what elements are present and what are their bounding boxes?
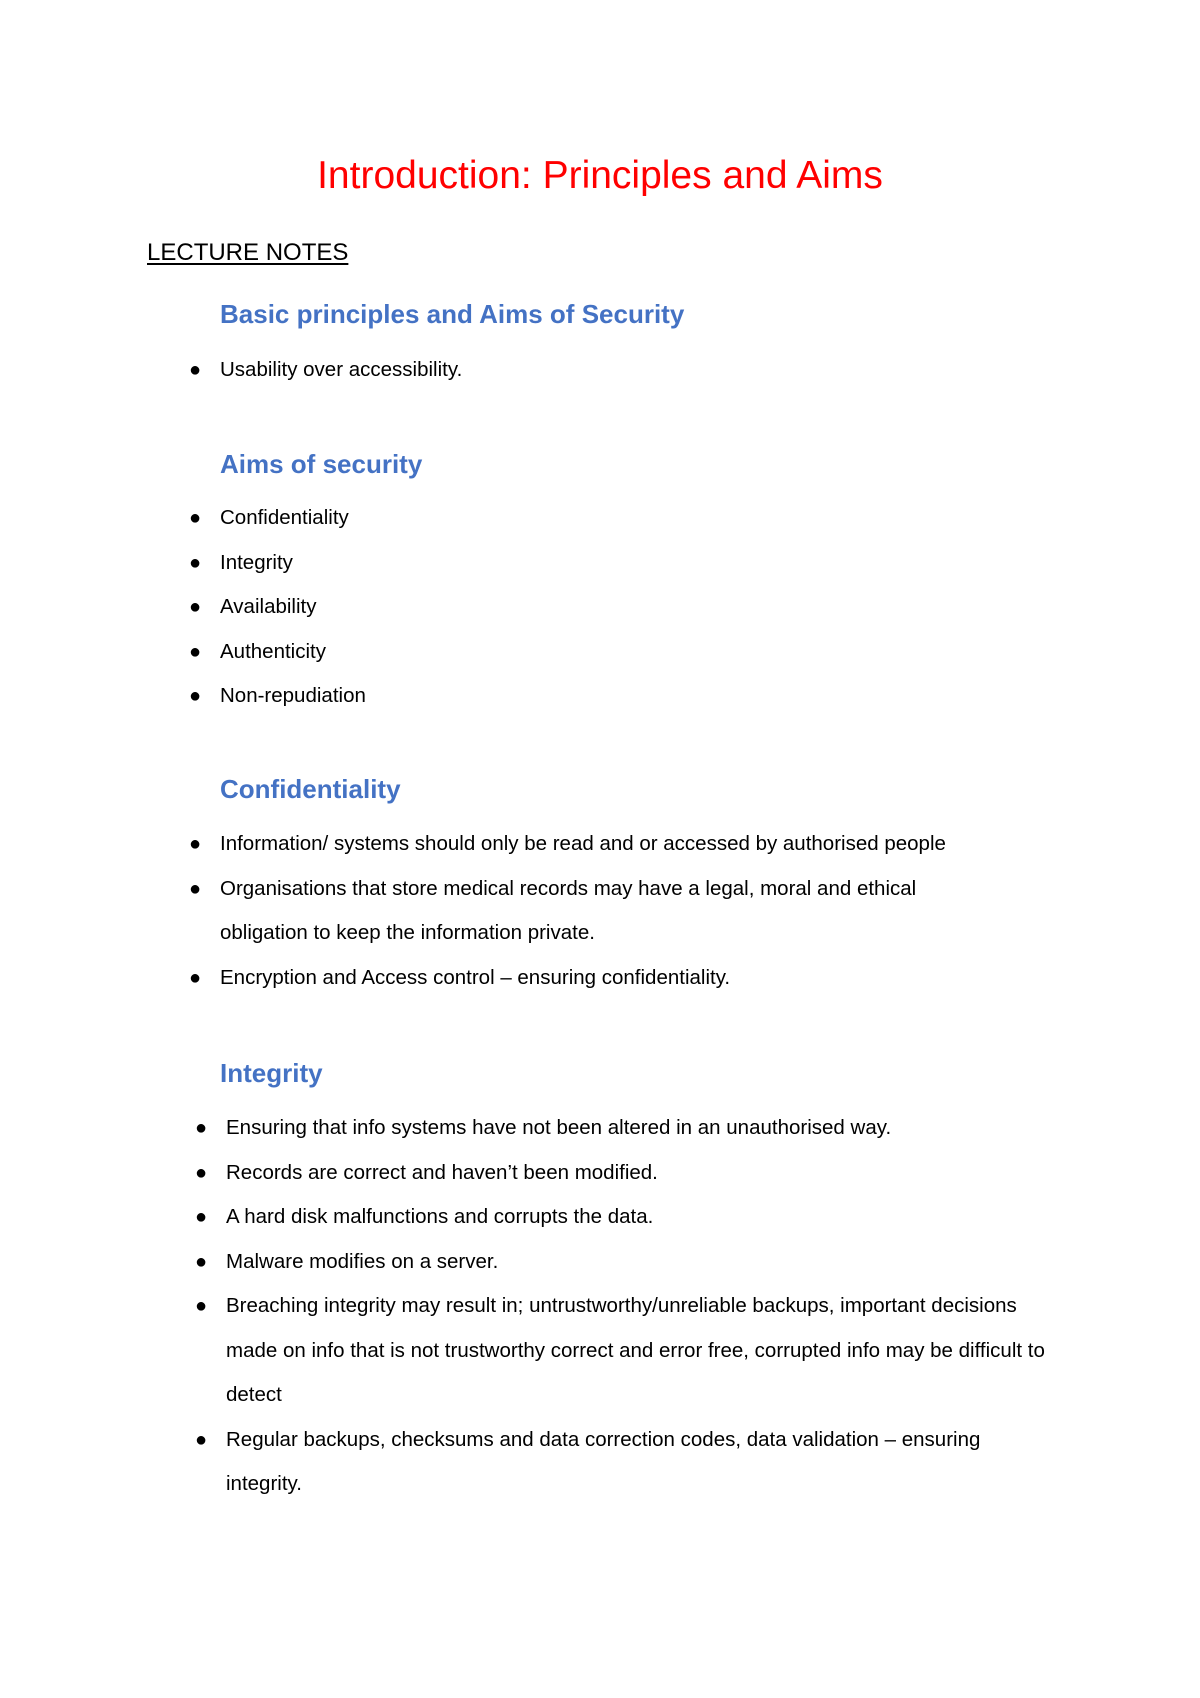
list-item: ● Ensuring that info systems have not been altered in an unauthorised way.	[226, 1106, 1076, 1151]
page-title: Introduction: Principles and Aims	[317, 154, 883, 197]
bullet-icon: ●	[189, 877, 202, 900]
bullet-icon: ●	[195, 1206, 208, 1228]
bullet-icon: ●	[189, 551, 202, 574]
list-item: ● Integrity	[220, 541, 1080, 586]
section-heading-integrity: Integrity	[220, 1058, 323, 1088]
bullet-icon: ●	[195, 1250, 208, 1273]
bullet-icon: ●	[195, 1428, 208, 1451]
list-item: ● A hard disk malfunctions and corrupts the data.	[226, 1195, 1076, 1240]
list-item: ● Availability	[220, 585, 1080, 630]
list-item: ● Breaching integrity may result in; untrustworthy/unreliable backups, important decisions made on info that is not trustworthy correct and error free, corrupted info may be difficult to detect	[226, 1284, 1076, 1418]
list-item: ● Confidentiality	[220, 496, 1080, 541]
section-heading-confidentiality: Confidentiality	[220, 774, 401, 804]
list-item: ● Records are correct and haven’t been modified.	[226, 1151, 1076, 1196]
list-item: ● Regular backups, checksums and data correction codes, data validation – ensuring integrity.	[226, 1418, 1076, 1507]
bullet-icon: ●	[189, 507, 202, 529]
bullet-icon: ●	[195, 1117, 208, 1139]
bullet-icon: ●	[189, 833, 202, 855]
list-item: ● Usability over accessibility.	[220, 348, 1080, 393]
lecture-notes-label: LECTURE NOTES	[147, 239, 349, 266]
section-heading-basic-principles: Basic principles and Aims of Security	[220, 299, 685, 329]
list-item: ● Malware modifies on a server.	[226, 1240, 1076, 1285]
bullet-icon: ●	[189, 640, 202, 663]
basic-principles-list	[189, 348, 1080, 393]
bullet-icon: ●	[189, 359, 202, 381]
list-item: ● Organisations that store medical records may have a legal, moral and ethical obligation to keep the information private.	[220, 867, 1070, 956]
list-item: ● Information/ systems should only be read and or accessed by authorised people	[220, 822, 1070, 867]
list-item: ● Non-repudiation	[220, 674, 1080, 719]
list-item: ● Authenticity	[220, 630, 1080, 675]
bullet-icon: ●	[189, 685, 202, 707]
bullet-icon: ●	[195, 1295, 208, 1317]
bullet-icon: ●	[195, 1161, 208, 1184]
aims-of-security-list	[189, 496, 1080, 719]
section-heading-aims-of-security: Aims of security	[220, 449, 423, 479]
list-item: ● Encryption and Access control – ensuring confidentiality.	[220, 956, 1070, 1001]
bullet-icon: ●	[189, 596, 202, 618]
integrity-list	[195, 1106, 1076, 1507]
bullet-icon: ●	[189, 966, 202, 989]
confidentiality-list	[189, 822, 1070, 1000]
